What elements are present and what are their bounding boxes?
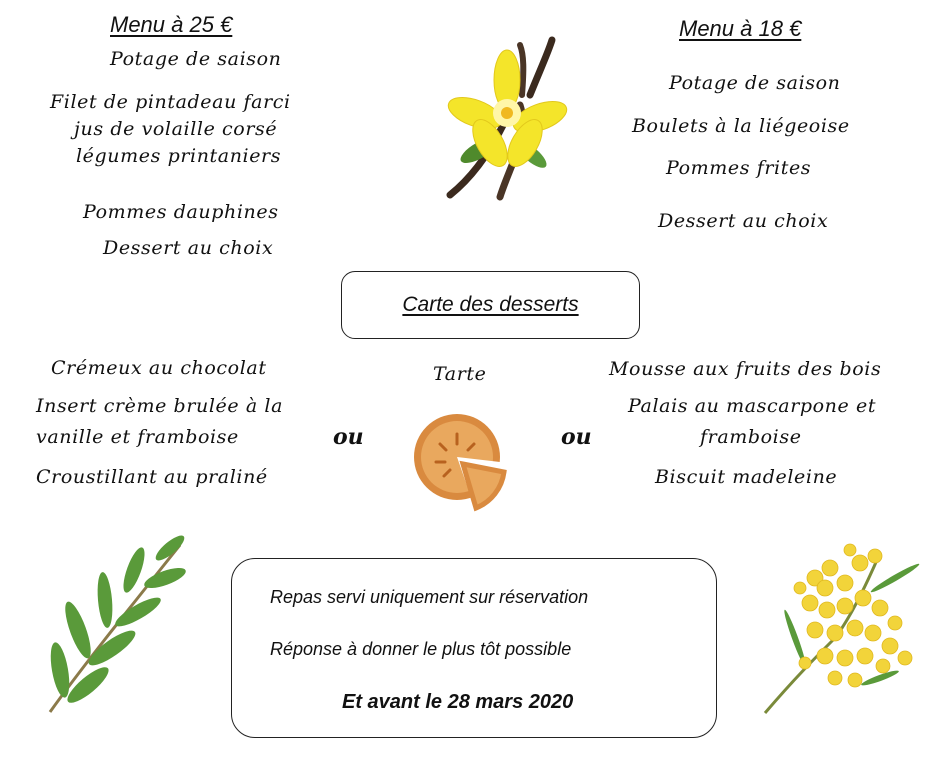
menu-25-item: légumes printaniers	[76, 145, 282, 167]
pie-icon	[412, 412, 512, 512]
menu-25-item: Dessert au choix	[103, 237, 274, 259]
or-word-left: ou	[333, 424, 364, 450]
dessert-tarte-label: Tarte	[433, 363, 487, 385]
menu-18-title: Menu à 18 €	[679, 16, 802, 41]
dessert-item: vanille et framboise	[36, 426, 239, 448]
dessert-item: Mousse aux fruits des bois	[609, 358, 882, 380]
info-line-deadline: Et avant le 28 mars 2020	[342, 691, 574, 713]
mimosa-branch-icon	[755, 538, 915, 718]
olive-branch-icon	[30, 530, 190, 720]
menu-25-item: Pommes dauphines	[83, 201, 279, 223]
dessert-item: Palais au mascarpone et	[628, 395, 877, 417]
info-line-reservation: Repas servi uniquement sur réservation	[270, 587, 589, 607]
menu-18-item: Dessert au choix	[658, 210, 829, 232]
vanilla-flower-icon	[440, 35, 580, 205]
dessert-item: Insert crème brulée à la	[36, 395, 284, 417]
menu-18-item: Pommes frites	[666, 157, 812, 179]
or-word-right: ou	[561, 424, 592, 450]
dessert-item: framboise	[700, 426, 802, 448]
desserts-title-box	[341, 271, 640, 339]
desserts-title: Carte des desserts	[402, 293, 579, 316]
menu-25-item: Filet de pintadeau farci	[50, 91, 291, 113]
menu-25-item: Potage de saison	[110, 48, 282, 70]
dessert-item: Crémeux au chocolat	[51, 357, 267, 379]
info-box	[231, 558, 717, 738]
menu-25-item: jus de volaille corsé	[74, 118, 278, 140]
dessert-item: Croustillant au praliné	[36, 466, 268, 488]
info-line-response: Réponse à donner le plus tôt possible	[270, 639, 572, 659]
menu-18-item: Potage de saison	[669, 72, 841, 94]
menu-18-item: Boulets à la liégeoise	[632, 115, 850, 137]
menu-25-title: Menu à 25 €	[110, 12, 233, 37]
dessert-item: Biscuit madeleine	[655, 466, 838, 488]
